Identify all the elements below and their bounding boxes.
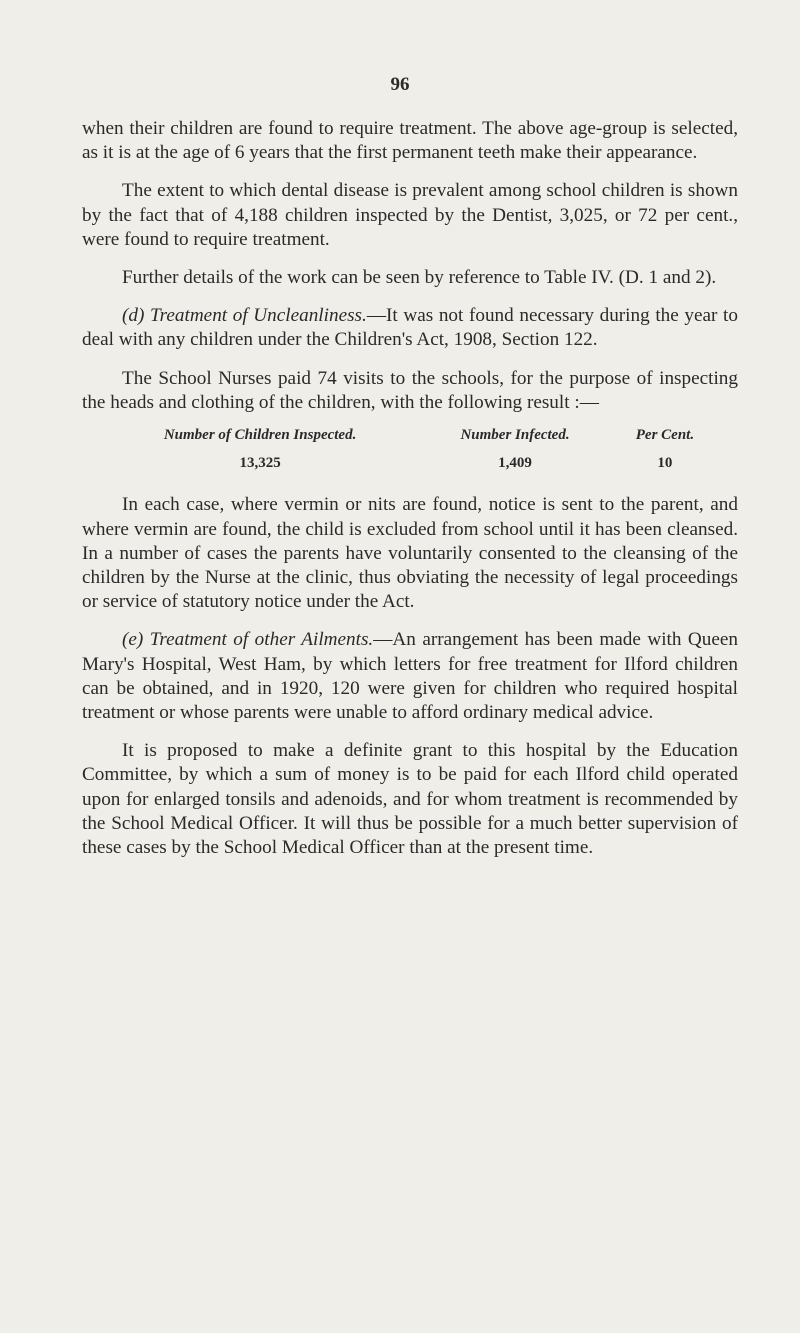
paragraph xyxy=(82,117,738,165)
inspection-results-table xyxy=(100,423,720,475)
table-cell: 13,325 xyxy=(239,455,281,472)
column-header: Per Cent. xyxy=(635,427,695,444)
table-cell: 10 xyxy=(657,455,673,472)
paragraph-text: The School Nurses paid 74 visits to the schools, for the purpose of inspecting the heads and clothing of the children, with the following result :— xyxy=(82,367,738,413)
table-cell: 1,409 xyxy=(498,455,532,472)
paragraph xyxy=(82,266,738,290)
body-text xyxy=(82,117,738,874)
paragraph xyxy=(82,739,738,860)
column-header: Number Infected. xyxy=(460,427,570,444)
paragraph xyxy=(82,367,738,415)
table-row xyxy=(100,451,720,475)
paragraph-text: Further details of the work can be seen by reference to Table IV. (D. 1 and 2). xyxy=(122,267,717,289)
paragraph-text: —It was not found necessary during the year to deal with any children under the Children's Act, 1908, Section 122. xyxy=(82,305,738,351)
paragraph xyxy=(82,628,738,725)
paragraph-text: It is proposed to make a definite grant to this hospital by the Education Committee, by which a sum of money is to be paid for each Ilford child operated upon for enlarged tonsils and adenoids, and for whom treatment is recommended by the School Medical Officer. It will thus be possible for a much better supervision of these cases by the School Medical Officer than at the present time. xyxy=(82,740,738,859)
page-number: 96 xyxy=(390,74,410,95)
paragraph-text: In each case, where vermin or nits are found, notice is sent to the parent, and where vermin are found, the child is excluded from school until it has been cleansed. In a number of cases the parents have voluntarily consented to the cleansing of the children by the Nurse at the clinic, thus obviating the necessity of legal proceedings or service of statutory notice under the Act. xyxy=(82,494,738,613)
table-header-row xyxy=(100,423,720,451)
paragraph xyxy=(82,493,738,614)
paragraph-text: when their children are found to require treatment. The above age-group is selected, as it is at the age of 6 years that the first permanent teeth make their appearance. xyxy=(82,118,738,164)
paragraph-text: The extent to which dental disease is prevalent among school children is shown by the fact that of 4,188 children inspected by the Dentist, 3,025, or 72 per cent., were found to require treatment. xyxy=(82,180,738,250)
paragraph-text: —An arrangement has been made with Queen Mary's Hospital, West Ham, by which letters for free treatment for Ilford children can be obtained, and in 1920, 120 were given for children who required hospital treatment or whose parents were unable to afford ordinary medical advice. xyxy=(82,629,738,724)
paragraph-heading: (d) Treatment of Uncleanliness. xyxy=(122,305,367,327)
paragraph-heading: (e) Treatment of other Ailments. xyxy=(122,629,374,651)
paragraph xyxy=(82,179,738,252)
paragraph xyxy=(82,304,738,352)
column-header: Number of Children Inspected. xyxy=(163,427,357,444)
